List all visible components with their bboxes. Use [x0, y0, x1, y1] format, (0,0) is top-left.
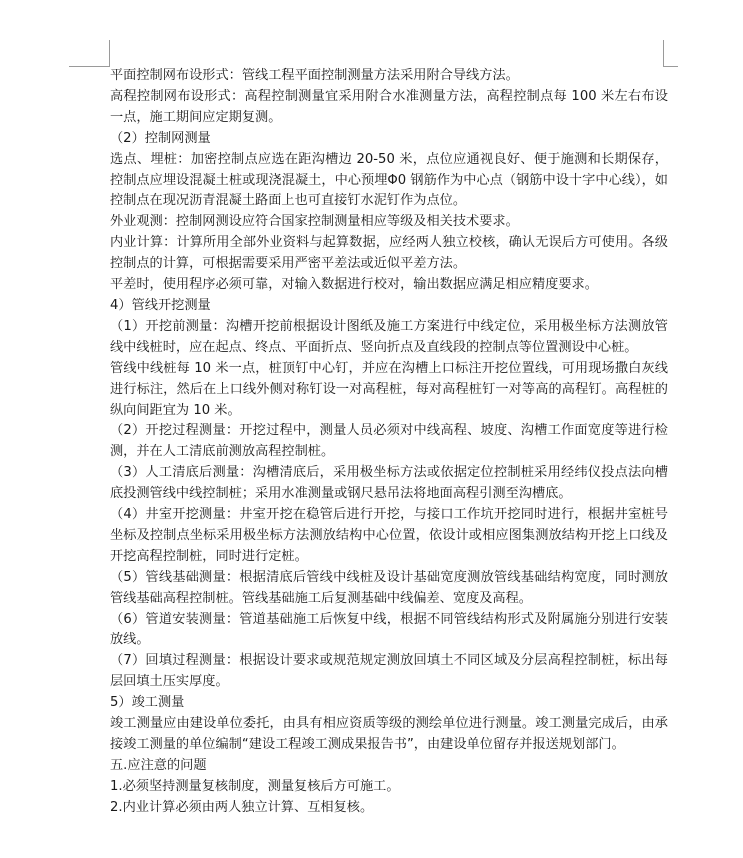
paragraph-manhole-excavation: （4）井室开挖测量：井室开挖在稳管后进行开挖，与接口工作坑开挖同时进行，根据井室桩号坐标及控制点坐标采用极坐标方法测放结构中心位置，依设计或相应图集测放结构开挖上口线及开挖高程控制桩，同时进行定桩。 — [110, 507, 668, 564]
list-item-precaution-2: 2.内业计算必须由两人独立计算、互相复核。 — [110, 799, 374, 815]
paragraph-adjustment: 平差时，使用程序必须可靠，对输入数据进行校对，输出数据应满足相应精度要求。 — [110, 277, 598, 293]
heading-control-network-survey: （2）控制网测量 — [110, 130, 211, 146]
paragraph-completion-survey: 竣工测量应由建设单位委托，由具有相应资质等级的测绘单位进行测量。竣工测量完成后，由承接竣工测量的单位编制“建设工程竣工测成果报告书”，由建设单位留存并报送规划部门。 — [110, 716, 668, 752]
paragraph-field-observation: 外业观测：控制网测设应符合国家控制测量相应等级及相关技术要求。 — [110, 214, 519, 230]
paragraph-pre-excavation: （1）开挖前测量：沟槽开挖前根据设计图纸及施工方案进行中线定位，采用极坐标方法测放管线中线桩时，应在起点、终点、平面折点、竖向折点及直线段的控制点等位置测设中心桩。 — [110, 318, 668, 355]
paragraph-pipe-installation: （6）管道安装测量：管道基础施工后恢复中线，根据不同管线结构形式及附属施分别进行安装放线。 — [110, 611, 668, 648]
paragraph-excavation-process: （2）开挖过程测量：开挖过程中，测量人员必须对中线高程、坡度、沟槽工作面宽度等进行检测，并在人工清底前测放高程控制桩。 — [110, 423, 668, 460]
document-body[interactable] — [110, 66, 668, 819]
margin-corner-mark-right — [663, 40, 678, 67]
paragraph-site-selection: 选点、埋桩：加密控制点应选在距沟槽边 20-50 米，点位应通视良好、便于施测和长期保存，控制点应埋设混凝土桩或现浇混凝土，中心预埋Φ0 钢筋作为中心点（钢筋中设十字中心线），如控制点在现况沥青混凝土路面上也可直接钉水泥钉作为点位。 — [110, 151, 668, 209]
paragraph-centerline-stakes: 管线中线桩每 10 米一点，桩顶钉中心钉，并应在沟槽上口标注开挖位置线，可用现场撒白灰线进行标注，然后在上口线外侧对称钉设一对高程桩，每对高程桩钉一对等高的高程钉。高程桩的纵向间距宜为 10 米。 — [110, 360, 668, 418]
heading-excavation-survey: 4）管线开挖测量 — [110, 297, 211, 313]
paragraph-manual-cleaning: （3）人工清底后测量：沟槽清底后，采用极坐标方法或依据定位控制桩采用经纬仪投点法向槽底投测管线中线控制桩；采用水准测量或钢尺悬吊法将地面高程引测至沟槽底。 — [110, 465, 668, 502]
list-item-precaution-1: 1.必须坚持测量复核制度，测量复核后方可施工。 — [110, 778, 400, 794]
margin-corner-mark-left — [69, 40, 110, 67]
paragraph-elevation-control: 高程控制网布设形式：高程控制测量宜采用附合水准测量方法，高程控制点每 100 米左右布设一点，施工期间应定期复测。 — [110, 88, 668, 125]
paragraph-foundation-survey: （5）管线基础测量：根据清底后管线中线桩及设计基础宽度测放管线基础结构宽度，同时测放管线基础高程控制桩。管线基础施工后复测基础中线偏差、宽度及高程。 — [110, 569, 668, 606]
heading-precautions: 五.应注意的问题 — [110, 757, 207, 773]
paragraph-backfill: （7）回填过程测量：根据设计要求或规范规定测放回填土不同区域及分层高程控制桩，标出每层回填土压实厚度。 — [110, 653, 668, 690]
heading-completion-survey: 5）竣工测量 — [110, 695, 185, 711]
paragraph-office-calculation: 内业计算：计算所用全部外业资料与起算数据，应经两人独立校核，确认无误后方可使用。各级控制点的计算，可根据需要采用严密平差法或近似平差方法。 — [110, 235, 668, 272]
paragraph-plane-control: 平面控制网布设形式：管线工程平面控制测量方法采用附合导线方法。 — [110, 68, 519, 83]
